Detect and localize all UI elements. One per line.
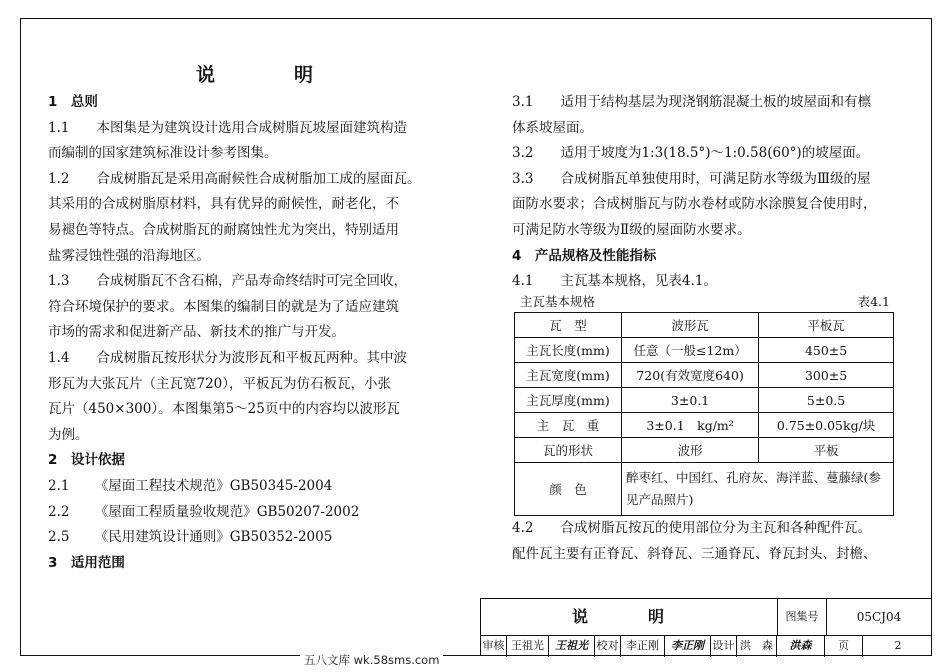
reference-list (48, 474, 484, 551)
section-2-heading: 2 设计依据 (48, 452, 125, 469)
table-cell: 平板 (759, 438, 894, 463)
table-cell: 主瓦宽度(mm) (515, 363, 622, 388)
table-cell: 任意（一般≤12m） (622, 338, 759, 363)
title-block-title: 说 明 (571, 607, 686, 626)
para-1-2: 1.2 合成树脂瓦是采用高耐候性合成树脂加工成的屋面瓦。 其采用的合成树脂原材料，具有优异的耐候性，耐老化，不 易褪色等特点。合成树脂瓦的耐腐蚀性尤为突出，特别适用 盐雾浸蚀性强的沿海地区。 (48, 170, 421, 264)
review-label: 审核 (481, 635, 507, 657)
set-number-label: 图集号 (777, 599, 827, 635)
table-cell: 主瓦长度(mm) (515, 338, 622, 363)
reference-item: 2.1 《屋面工程技术规范》GB50345-2004 (48, 477, 333, 494)
table-cell: 波形 (622, 438, 759, 463)
table-cell: 3±0.1 kg/m² (622, 413, 759, 438)
spec-table (514, 312, 894, 516)
check-label: 校对 (595, 635, 621, 657)
table-row (515, 413, 894, 438)
table-header-cell: 瓦 型 (515, 313, 622, 338)
reference-item: 2.5 《民用建筑设计通则》GB50352-2005 (48, 529, 333, 546)
page-label: 页 (825, 635, 863, 657)
table-row (515, 388, 894, 413)
table-cell: 主瓦厚度(mm) (515, 388, 622, 413)
table-cell-colors: 醉枣红、中国红、孔府灰、海洋蓝、蔓藤绿(参见产品照片) (622, 463, 894, 516)
designer-signature: 洪森 (777, 635, 825, 657)
table-cell: 450±5 (759, 338, 894, 363)
left-column (48, 90, 484, 576)
table-cell: 瓦的形状 (515, 438, 622, 463)
table-number: 表4.1 (857, 294, 890, 309)
table-cell: 3±0.1 (622, 388, 759, 413)
para-4-2: 4.2 合成树脂瓦按瓦的使用部位分为主瓦和各种配件瓦。 配件瓦主要有正脊瓦、斜脊瓦、三通脊瓦、脊瓦封头、封檐、 (512, 520, 877, 562)
para-3-3: 3.3 合成树脂瓦单独使用时，可满足防水等级为Ⅲ级的屋 面防水要求；合成树脂瓦与防水卷材或防水涂膜复合使用时， 可满足防水等级为Ⅱ级的屋面防水要求。 (512, 170, 877, 238)
para-1-3: 1.3 合成树脂瓦不含石棉，产品寿命终结时可完全回收， 符合环境保护的要求。本图集的编制目的就是为了适应建筑 市场的需求和促进新产品、新技术的推广与开发。 (48, 273, 407, 341)
table-row (515, 363, 894, 388)
set-number-value: 05CJ04 (856, 610, 902, 624)
page-title: 说 明 (196, 64, 344, 86)
right-column (512, 90, 922, 295)
right-column-bottom (512, 516, 922, 567)
table-cell: 300±5 (759, 363, 894, 388)
checker-signature: 李正刚 (665, 635, 711, 657)
title-block (480, 598, 932, 656)
para-1-4: 1.4 合成树脂瓦按形状分为波形瓦和平板瓦两种。其中波 形瓦为大张瓦片（主瓦宽720），平板瓦为仿石板瓦，小张 瓦片（450×300）。本图集第5～25页中的内容均以波形瓦 为例。 (48, 349, 407, 443)
table-cell: 主 瓦 重 (515, 413, 622, 438)
table-header-cell: 波形瓦 (622, 313, 759, 338)
reviewer-signature: 王祖光 (549, 635, 595, 657)
table-cell: 0.75±0.05kg/块 (759, 413, 894, 438)
table-row-color (515, 463, 894, 516)
table-caption-title: 主瓦基本规格 (520, 294, 596, 309)
table-header-cell: 平板瓦 (759, 313, 894, 338)
para-3-2: 3.2 适用于坡度为1:3(18.5°)～1:0.58(60°)的坡屋面。 (512, 145, 870, 162)
page-number: 2 (894, 639, 902, 652)
watermark-text: 五八文库 wk.58sms.com (300, 652, 443, 668)
reviewer-name: 王祖光 (507, 635, 549, 657)
table-caption (520, 292, 890, 310)
table-cell: 5±0.5 (759, 388, 894, 413)
para-3-1: 3.1 适用于结构基层为现浇钢筋混凝土板的坡屋面和有檩 体系坡屋面。 (512, 94, 871, 136)
table-header-row (515, 313, 894, 338)
section-1-heading: 1 总则 (48, 94, 98, 110)
table-cell: 颜 色 (515, 463, 622, 516)
designer-name: 洪 森 (737, 635, 777, 657)
table-cell: 720(有效宽度640) (622, 363, 759, 388)
design-label: 设计 (711, 635, 737, 657)
table-row (515, 338, 894, 363)
section-3-heading: 3 适用范围 (48, 554, 125, 571)
checker-name: 李正刚 (621, 635, 665, 657)
para-1-1: 1.1 本图集是为建筑设计选用合成树脂瓦坡屋面建筑构造 而编制的国家建筑标准设计参考图集。 (48, 119, 407, 162)
para-4-1: 4.1 主瓦基本规格，见表4.1。 (512, 273, 717, 290)
table-row (515, 438, 894, 463)
reference-item: 2.2 《屋面工程质量验收规范》GB50207-2002 (48, 503, 360, 520)
section-4-heading: 4 产品规格及性能指标 (512, 247, 657, 264)
